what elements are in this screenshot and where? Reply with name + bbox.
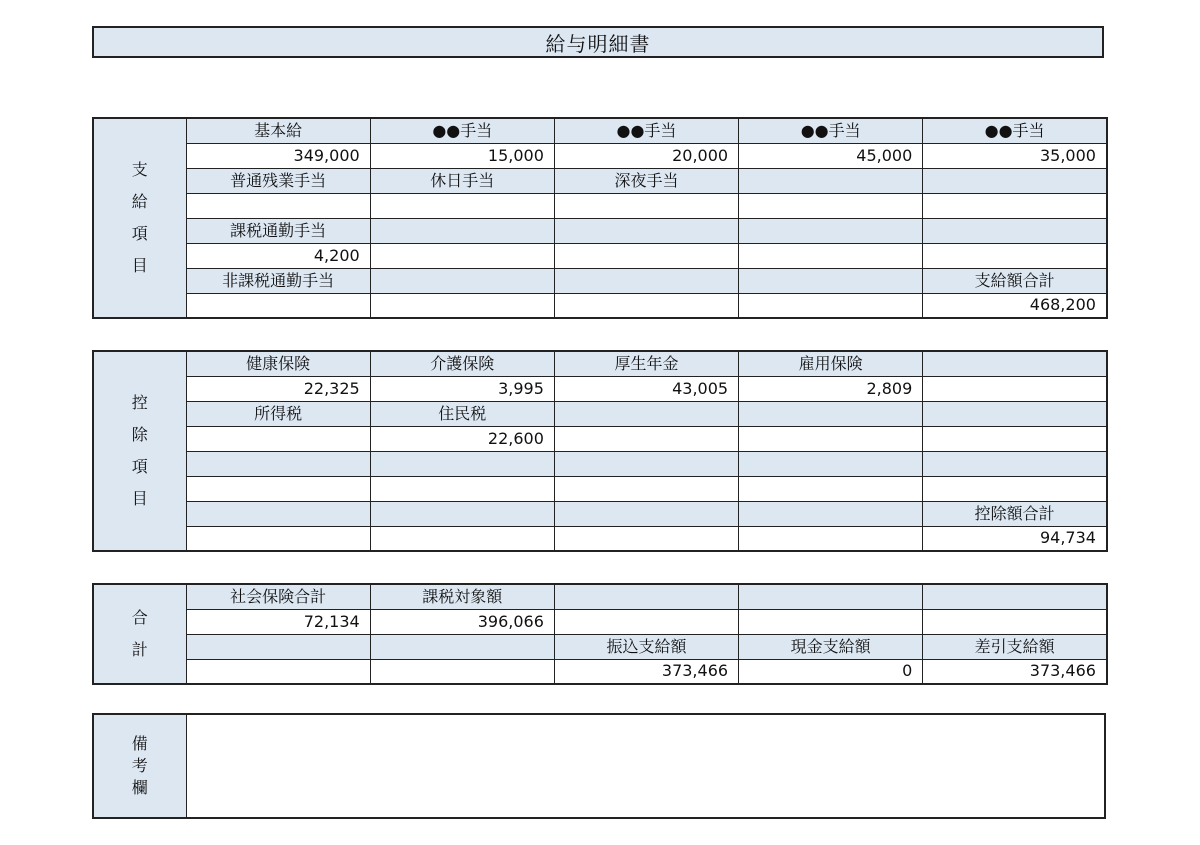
shikyu-item-amount: 45,000: [739, 143, 923, 168]
gokei-item-label: 振込支給額: [554, 634, 738, 659]
kojo-item-label: [186, 451, 370, 476]
kojo-item-amount: 22,325: [186, 376, 370, 401]
kojo-row: [93, 426, 1107, 451]
shikyu-item-label: 支給額合計: [923, 268, 1107, 293]
gokei-row: [93, 584, 1107, 609]
kojo-item-label: 所得税: [186, 401, 370, 426]
shikyu-item-label: [739, 168, 923, 193]
gokei-item-amount: [554, 609, 738, 634]
kojo-item-amount: [739, 426, 923, 451]
shikyu-row: [93, 293, 1107, 318]
gokei-item-amount: [739, 609, 923, 634]
kojo-item-amount: [739, 526, 923, 551]
kojo-item-amount: [923, 376, 1107, 401]
payment-items-section: [92, 117, 1108, 319]
shikyu-item-label: [554, 218, 738, 243]
shikyu-item-amount: [370, 243, 554, 268]
gokei-side-char: 計: [131, 640, 148, 659]
gokei-item-amount: 373,466: [923, 659, 1107, 684]
shikyu-row: [93, 218, 1107, 243]
kojo-item-label: [186, 501, 370, 526]
biko-row: [93, 714, 1105, 818]
shikyu-item-label: ●●手当: [739, 118, 923, 143]
shikyu-item-label: [370, 268, 554, 293]
shikyu-row: [93, 193, 1107, 218]
kojo-item-label: [554, 451, 738, 476]
shikyu-item-label: 基本給: [186, 118, 370, 143]
kojo-item-label: [739, 501, 923, 526]
shikyu-item-amount: [739, 293, 923, 318]
shikyu-item-amount: [554, 293, 738, 318]
kojo-item-amount: 22,600: [370, 426, 554, 451]
kojo-item-label: 健康保険: [186, 351, 370, 376]
kojo-item-amount: [370, 476, 554, 501]
shikyu-item-label: 休日手当: [370, 168, 554, 193]
kojo-item-amount: [554, 426, 738, 451]
kojo-item-label: [923, 351, 1107, 376]
shikyu-item-amount: 15,000: [370, 143, 554, 168]
gokei-side-char: 合: [131, 608, 148, 627]
kojo-side-char: 控: [131, 393, 148, 412]
kojo-item-label: [370, 451, 554, 476]
shikyu-item-label: 非課税通勤手当: [186, 268, 370, 293]
document-title: 給与明細書: [92, 26, 1104, 58]
gokei-item-label: [739, 584, 923, 609]
shikyu-item-amount: 35,000: [923, 143, 1107, 168]
kojo-item-amount: [554, 526, 738, 551]
gokei-item-label: 現金支給額: [739, 634, 923, 659]
shikyu-item-amount: [370, 293, 554, 318]
kojo-item-amount: [923, 476, 1107, 501]
biko-side-label: [93, 714, 186, 818]
biko-side-char: 欄: [131, 778, 148, 797]
remarks-section: [92, 713, 1106, 819]
gokei-item-label: [370, 634, 554, 659]
kojo-side-label: [93, 351, 186, 551]
deduction-items-section: [92, 350, 1108, 552]
shikyu-item-amount: 4,200: [186, 243, 370, 268]
shikyu-item-amount: [923, 243, 1107, 268]
gokei-item-amount: 396,066: [370, 609, 554, 634]
kojo-item-label: [554, 501, 738, 526]
kojo-item-amount: [186, 476, 370, 501]
kojo-item-amount: 3,995: [370, 376, 554, 401]
gokei-item-amount: [923, 609, 1107, 634]
gokei-item-label: 課税対象額: [370, 584, 554, 609]
shikyu-item-amount: [923, 193, 1107, 218]
kojo-row: [93, 476, 1107, 501]
gokei-item-amount: [370, 659, 554, 684]
kojo-item-label: [923, 401, 1107, 426]
kojo-item-amount: 2,809: [739, 376, 923, 401]
shikyu-side-char: 給: [131, 192, 148, 211]
gokei-row: [93, 659, 1107, 684]
shikyu-row: [93, 143, 1107, 168]
shikyu-side-label: [93, 118, 186, 318]
shikyu-item-label: [739, 268, 923, 293]
gokei-item-label: [186, 634, 370, 659]
kojo-item-amount: [186, 426, 370, 451]
shikyu-side-char: 項: [131, 224, 148, 243]
kojo-item-label: [554, 401, 738, 426]
kojo-side-char: 項: [131, 457, 148, 476]
shikyu-row: [93, 268, 1107, 293]
kojo-item-amount: [739, 476, 923, 501]
shikyu-item-label: [739, 218, 923, 243]
kojo-item-label: [739, 451, 923, 476]
gokei-item-amount: 72,134: [186, 609, 370, 634]
kojo-row: [93, 376, 1107, 401]
kojo-item-amount: 94,734: [923, 526, 1107, 551]
shikyu-item-label: ●●手当: [370, 118, 554, 143]
shikyu-side-char: 目: [131, 256, 148, 275]
kojo-item-label: [923, 451, 1107, 476]
gokei-item-label: 差引支給額: [923, 634, 1107, 659]
kojo-item-amount: [923, 426, 1107, 451]
kojo-side-char: 目: [131, 489, 148, 508]
gokei-item-amount: [186, 659, 370, 684]
gokei-item-label: [923, 584, 1107, 609]
shikyu-item-label: ●●手当: [554, 118, 738, 143]
kojo-item-label: [370, 501, 554, 526]
shikyu-item-label: [923, 218, 1107, 243]
kojo-item-amount: [554, 476, 738, 501]
gokei-side-label: [93, 584, 186, 684]
kojo-item-amount: 43,005: [554, 376, 738, 401]
shikyu-item-amount: 468,200: [923, 293, 1107, 318]
kojo-item-amount: [370, 526, 554, 551]
kojo-item-label: 住民税: [370, 401, 554, 426]
gokei-item-label: 社会保険合計: [186, 584, 370, 609]
kojo-item-amount: [186, 526, 370, 551]
shikyu-item-amount: [186, 193, 370, 218]
gokei-row: [93, 609, 1107, 634]
shikyu-item-label: ●●手当: [923, 118, 1107, 143]
biko-side-char: 備: [131, 734, 148, 753]
kojo-item-label: 厚生年金: [554, 351, 738, 376]
shikyu-side-char: 支: [131, 160, 148, 179]
kojo-row: [93, 351, 1107, 376]
kojo-item-label: 雇用保険: [739, 351, 923, 376]
gokei-item-label: [554, 584, 738, 609]
shikyu-item-label: [370, 218, 554, 243]
remarks-content[interactable]: [186, 714, 1105, 818]
shikyu-item-amount: [554, 243, 738, 268]
shikyu-item-label: [923, 168, 1107, 193]
shikyu-item-amount: [370, 193, 554, 218]
shikyu-item-amount: 20,000: [554, 143, 738, 168]
shikyu-item-label: [554, 268, 738, 293]
gokei-row: [93, 634, 1107, 659]
shikyu-item-amount: [554, 193, 738, 218]
shikyu-item-amount: [739, 243, 923, 268]
kojo-item-label: [739, 401, 923, 426]
kojo-row: [93, 451, 1107, 476]
kojo-row: [93, 501, 1107, 526]
gokei-item-amount: 0: [739, 659, 923, 684]
shikyu-row: [93, 168, 1107, 193]
kojo-row: [93, 401, 1107, 426]
shikyu-item-label: 課税通勤手当: [186, 218, 370, 243]
shikyu-row: [93, 118, 1107, 143]
totals-section: [92, 583, 1108, 685]
kojo-side-char: 除: [131, 425, 148, 444]
shikyu-item-label: 深夜手当: [554, 168, 738, 193]
biko-side-char: 考: [131, 756, 148, 775]
shikyu-item-amount: [186, 293, 370, 318]
kojo-item-label: 介護保険: [370, 351, 554, 376]
shikyu-item-label: 普通残業手当: [186, 168, 370, 193]
shikyu-item-amount: 349,000: [186, 143, 370, 168]
gokei-item-amount: 373,466: [554, 659, 738, 684]
kojo-row: [93, 526, 1107, 551]
shikyu-row: [93, 243, 1107, 268]
kojo-item-label: 控除額合計: [923, 501, 1107, 526]
shikyu-item-amount: [739, 193, 923, 218]
